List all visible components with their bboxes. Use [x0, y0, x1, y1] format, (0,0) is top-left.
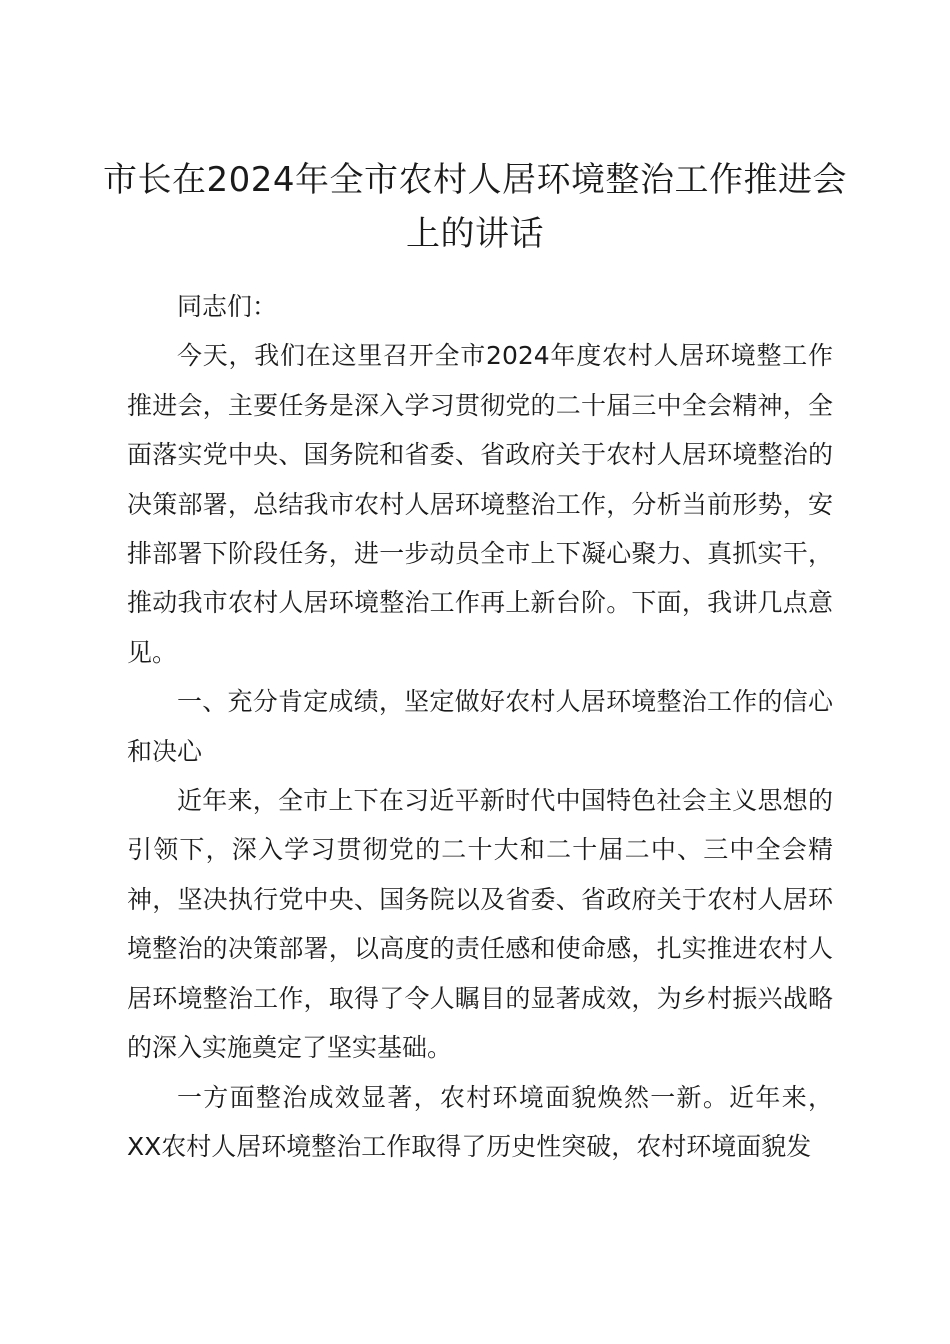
paragraph-intro: 今天，我们在这里召开全市2024年度农村人居环境整工作推进会，主要任务是深入学习贯彻党的二十届三中全会精神，全面落实党中央、国务院和省委、省政府关于农村人居环境整治的决策部署，总结我市农村人居环境整治工作，分析当前形势，安排部署下阶段任务，进一步动员全市上下凝心聚力、真抓实干，推动我市农村人居环境整治工作再上新台阶。下面，我讲几点意见。 [127, 341, 833, 667]
document-body [127, 282, 833, 1171]
document-title: 市长在2024年全市农村人居环境整治工作推进会上的讲话 [102, 160, 848, 254]
salutation: 同志们： [177, 292, 278, 321]
section-heading-1: 一、充分肯定成绩，坚定做好农村人居环境整治工作的信心和决心 [127, 687, 833, 766]
paragraph-results: 一方面整治成效显著，农村环境面貌焕然一新。近年来，XX农村人居环境整治工作取得了历史性突破，农村环境面貌发 [127, 1082, 833, 1161]
paragraph-achievements: 近年来，全市上下在习近平新时代中国特色社会主义思想的引领下，深入学习贯彻党的二十大和二十届二中、三中全会精神，坚决执行党中央、国务院以及省委、省政府关于农村人居环境整治的决策部署，以高度的责任感和使命感，扎实推进农村人居环境整治工作，取得了令人瞩目的显著成效，为乡村振兴战略的深入实施奠定了坚实基础。 [127, 786, 833, 1063]
